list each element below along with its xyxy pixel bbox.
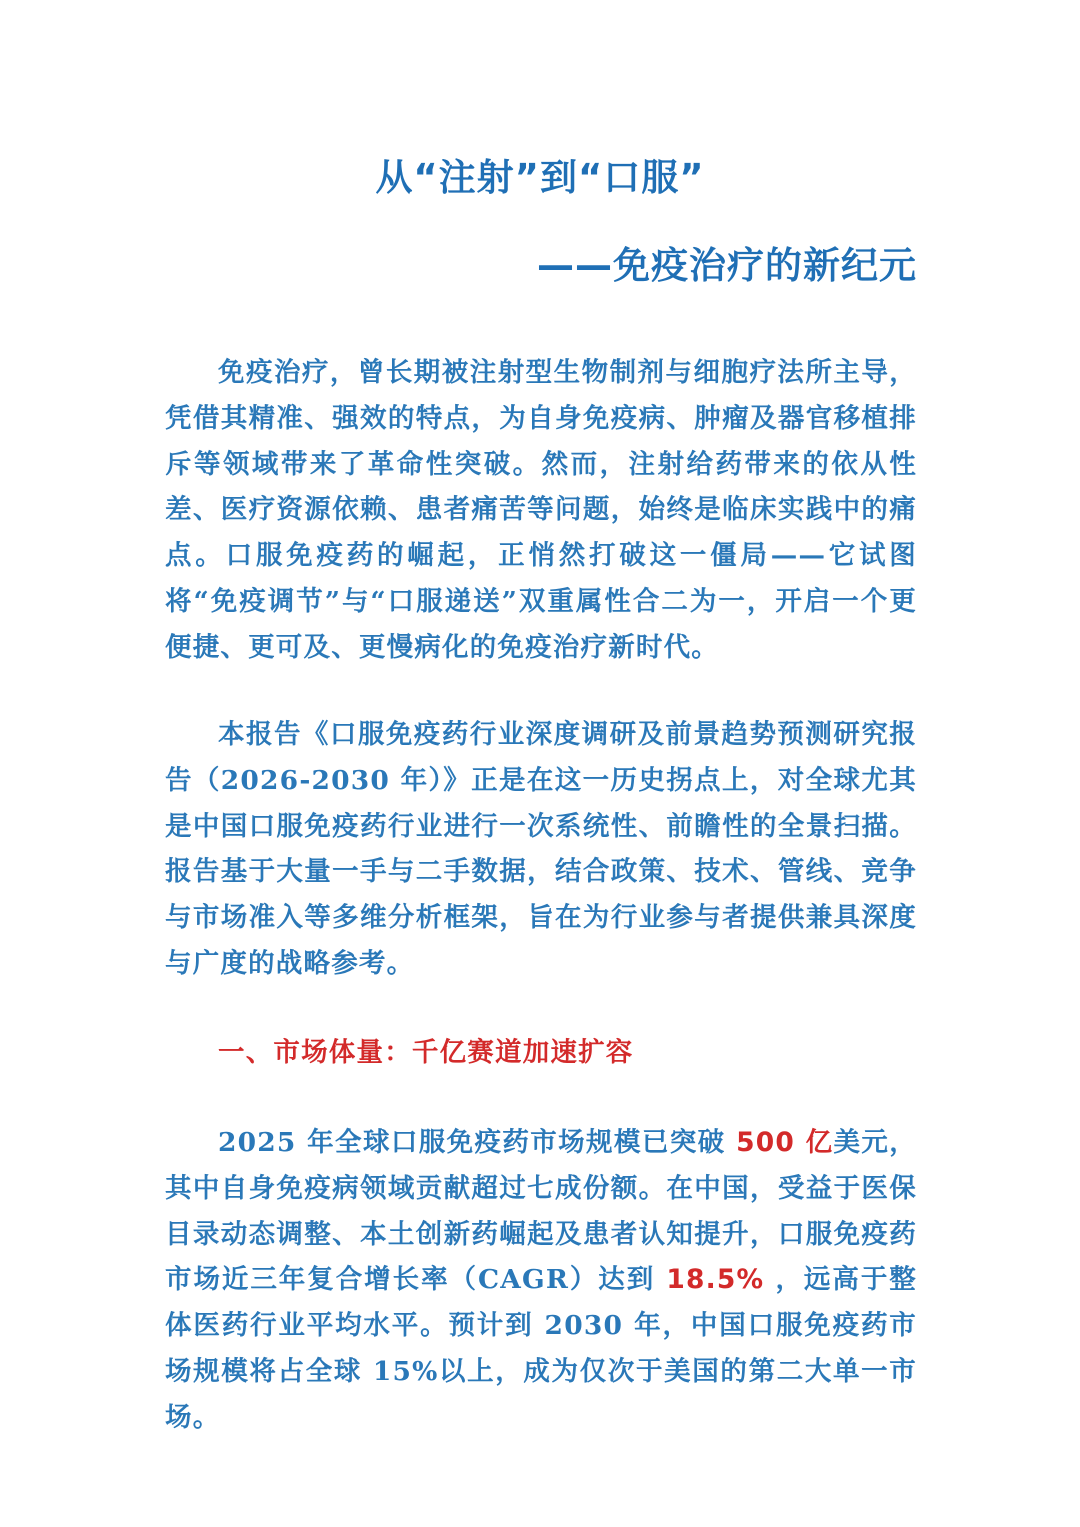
intro-paragraph: 免疫治疗，曾长期被注射型生物制剂与细胞疗法所主导，凭借其精准、强效的特点，为自身免疫病、肿瘤及器官移植排斥等领域带来了革命性突破。然而，注射给药带来的依从性差、医疗资源依赖、患者痛苦等问题，始终是临床实践中的痛点。口服免疫药的崛起，正悄然打破这一僵局——它试图将“免疫调节”与“口服递送”双重属性合二为一，开启一个更便捷、更可及、更慢病化的免疫治疗新时代。 bbox=[165, 357, 917, 663]
market-size-paragraph bbox=[165, 1120, 917, 1441]
market-size-highlight: 500 亿 bbox=[736, 1127, 834, 1158]
market-text-part3: ，远高于整体医药行业平均水平。预计到 2030 年，中国口服免疫药市场规模将占全球 15%以上，成为仅次于美国的第二大单一市场。 bbox=[165, 1264, 917, 1433]
document-title: 从“注射”到“口服” bbox=[375, 156, 705, 199]
cagr-highlight: 18.5% bbox=[666, 1264, 765, 1296]
report-scope-paragraph: 本报告《口服免疫药行业深度调研及前景趋势预测研究报告（2026-2030 年）》正是在这一历史拐点上，对全球尤其是中国口服免疫药行业进行一次系统性、前瞻性的全景扫描。报告基于大量一手与二手数据，结合政策、技术、管线、竞争与市场准入等多维分析框架，旨在为行业参与者提供兼具深度与广度的战略参考。 bbox=[165, 719, 917, 979]
section-heading-market-size: 一、市场体量：千亿赛道加速扩容 bbox=[218, 1037, 634, 1068]
document-subtitle: ——免疫治疗的新纪元 bbox=[537, 244, 917, 287]
market-text-part1: 2025 年全球口服免疫药市场规模已突破 bbox=[218, 1127, 737, 1158]
market-text-part2: 美元，其中自身免疫病领域贡献超过七成份额。在中国，受益于医保目录动态调整、本土创新药崛起及患者认知提升，口服免疫药市场近三年复合增长率（CAGR）达到 bbox=[165, 1127, 917, 1296]
